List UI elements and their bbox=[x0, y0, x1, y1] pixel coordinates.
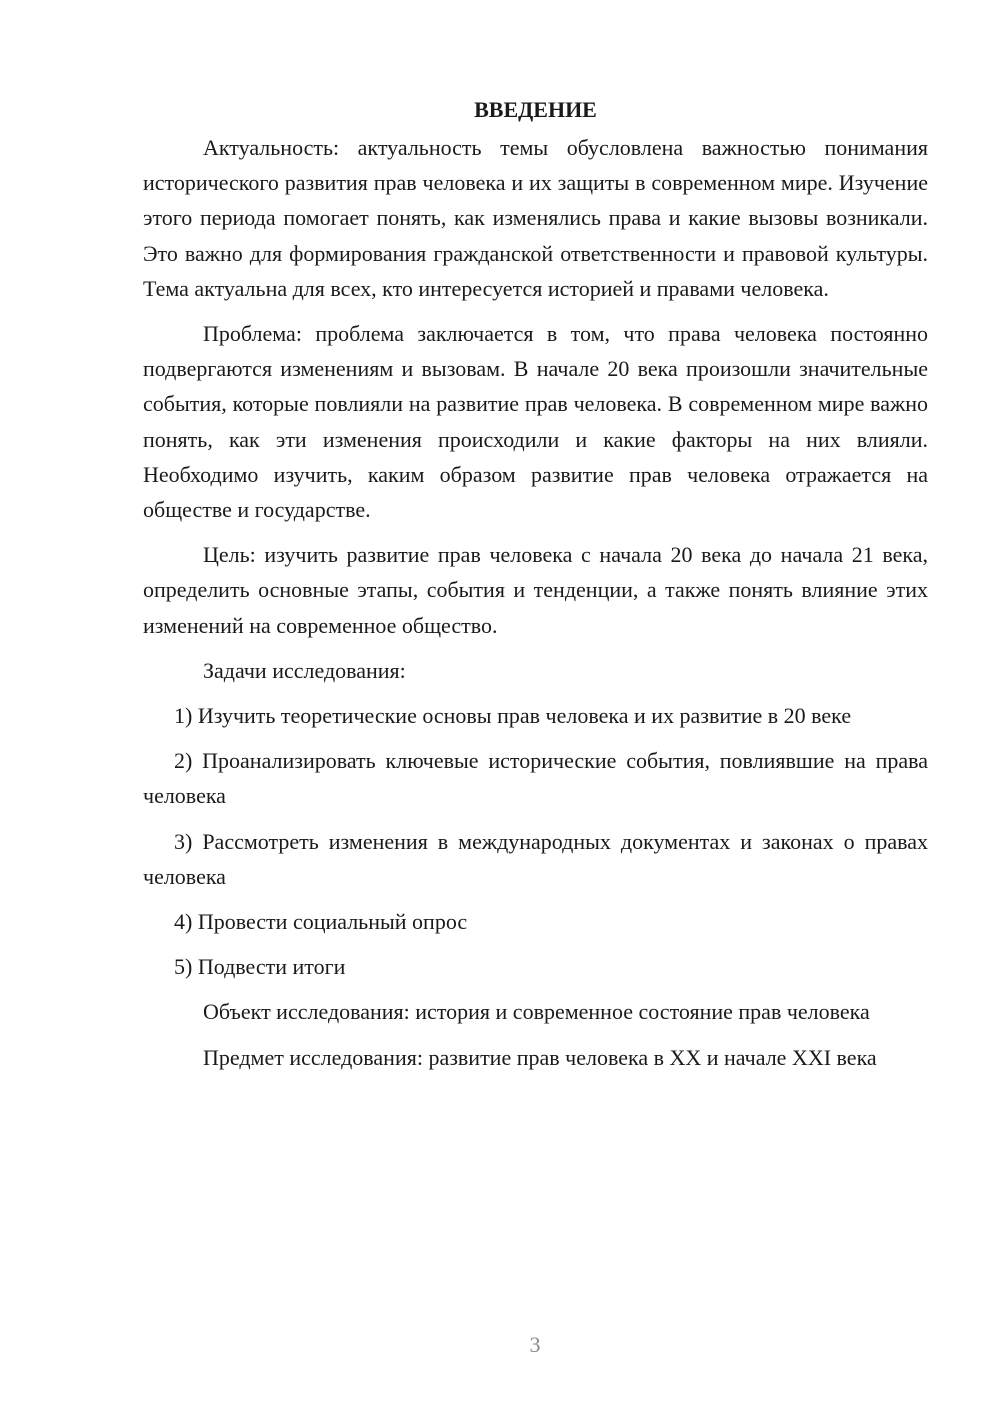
task-item-4: 4) Провести социальный опрос bbox=[174, 909, 468, 935]
problem-paragraph: Проблема: проблема заключается в том, что права человека постоянно подвергаются изменениям и вызовам. В начале 20 века произошли значительные события, которые повлияли на развитие прав человека. В современном мире важно понять, как эти изменения происходили и какие факторы на них влияли. Необходимо изучить, каким образом развитие прав человека отражается на обществе и государстве. bbox=[143, 321, 928, 523]
task-item-1: 1) Изучить теоретические основы прав человека и их развитие в 20 веке bbox=[174, 703, 852, 729]
page-title: ВВЕДЕНИЕ bbox=[474, 97, 597, 122]
task-item-5: 5) Подвести итоги bbox=[174, 954, 346, 980]
relevance-paragraph: Актуальность: актуальность темы обусловлена важностью понимания исторического развития прав человека и их защиты в современном мире. Изучение этого периода помогает понять, как изменялись права и какие вызовы возникали. Это важно для формирования гражданской ответственности и правовой культуры. Тема актуальна для всех, кто интересуется историей и правами человека. bbox=[143, 135, 928, 301]
research-object-paragraph: Объект исследования: история и современное состояние прав человека bbox=[203, 999, 870, 1025]
page-number: 3 bbox=[529, 1332, 541, 1357]
task-item-2: 2) Проанализировать ключевые исторические события, повлиявшие на права человека bbox=[143, 748, 928, 809]
tasks-heading: Задачи исследования: bbox=[203, 657, 406, 683]
document-page bbox=[143, 92, 928, 1075]
goal-paragraph: Цель: изучить развитие прав человека с начала 20 века до начала 21 века, определить основные этапы, события и тенденции, а также понять влияние этих изменений на современное общество. bbox=[143, 542, 928, 638]
task-item-3: 3) Рассмотреть изменения в международных документах и законах о правах человека bbox=[143, 828, 928, 889]
research-subject-paragraph: Предмет исследования: развитие прав человека в XX и начале XXI века bbox=[203, 1044, 877, 1070]
